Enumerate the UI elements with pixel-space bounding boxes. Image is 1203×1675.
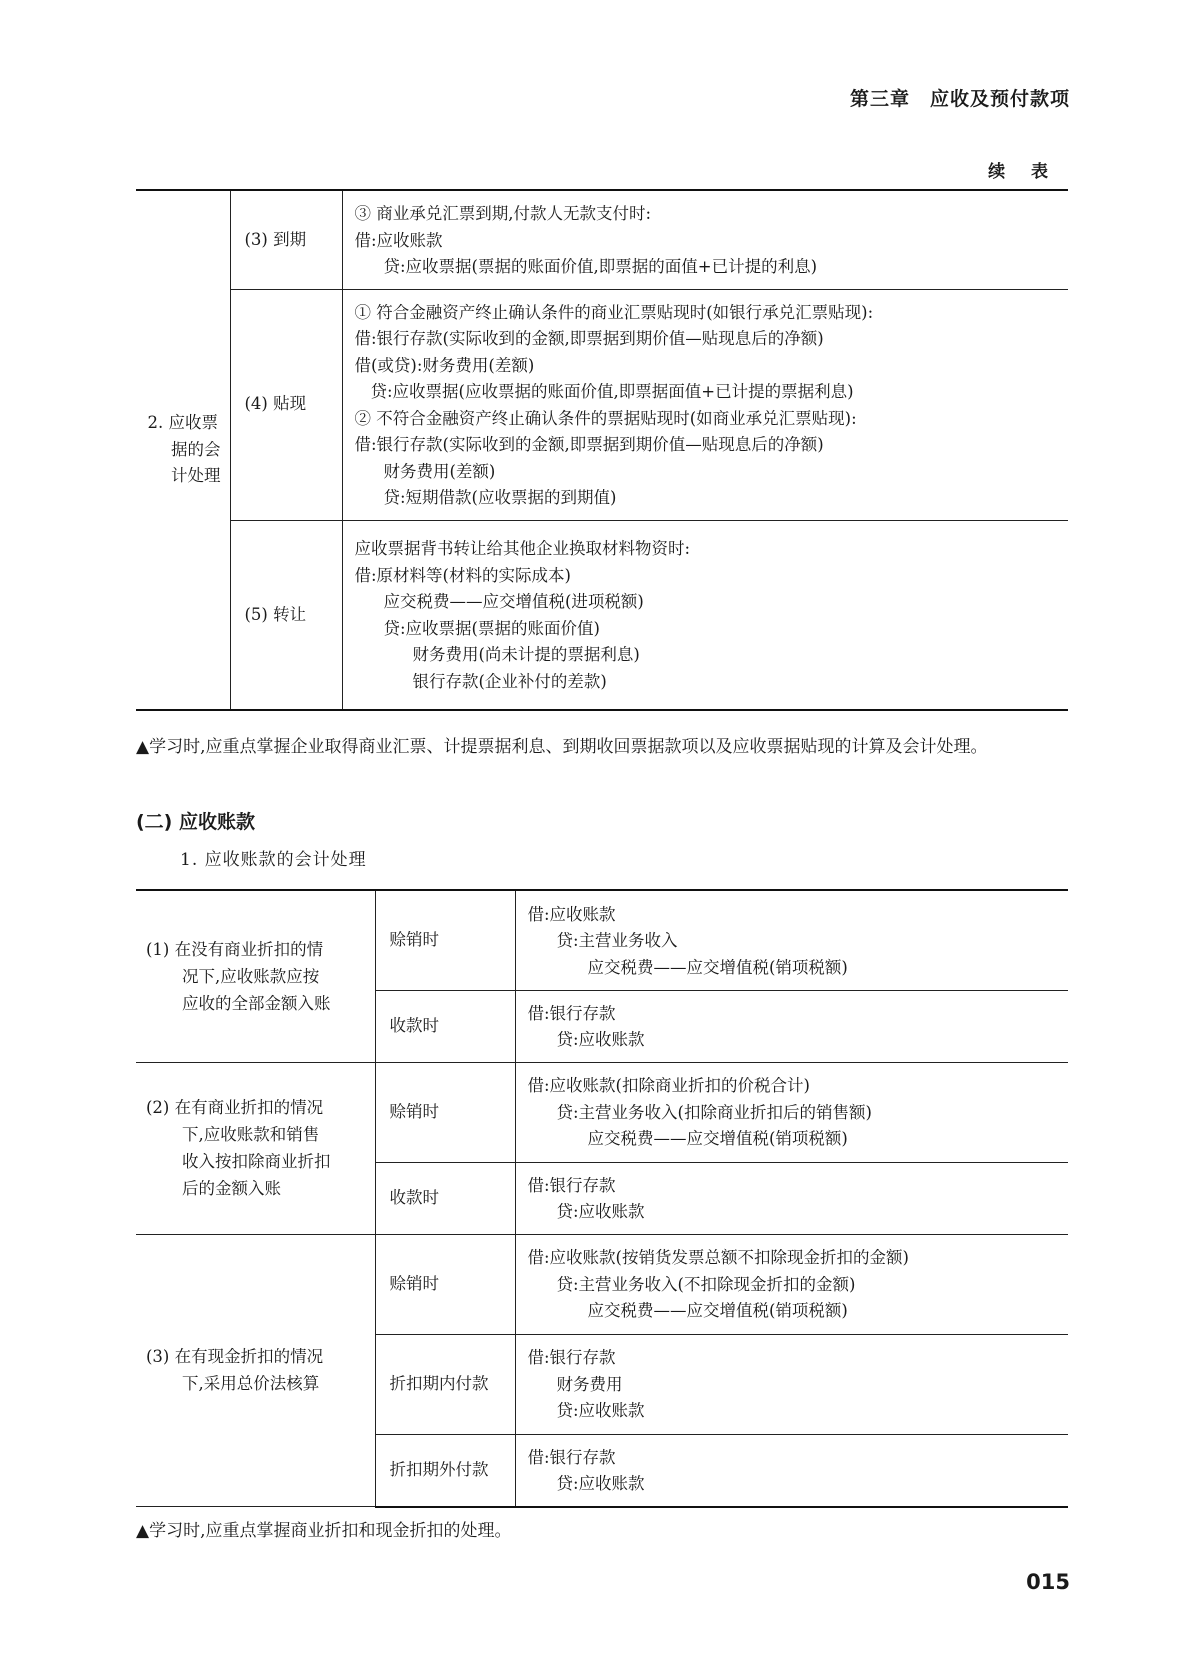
row-label-discount: (4) 贴现 — [230, 289, 342, 520]
row-label: 收款时 — [375, 990, 515, 1062]
entry-line: 借:银行存款 — [527, 1003, 616, 1023]
category-line: 后的金额入账 — [182, 1179, 281, 1198]
entry-line: 借:应收账款 — [527, 904, 616, 924]
section-title: (二) 应收账款 — [136, 811, 255, 833]
category-cell — [136, 1234, 375, 1507]
page-number: 015 — [1026, 1570, 1070, 1594]
entry-line: 银行存款(企业补付的差款) — [412, 671, 607, 691]
row-label: 赊销时 — [375, 1234, 515, 1334]
notes-receivable-table — [136, 189, 1068, 711]
row-label: 折扣期外付款 — [375, 1434, 515, 1507]
entry-line: 贷:应收账款 — [556, 1474, 645, 1493]
row-content — [515, 1162, 1068, 1234]
entry-line: 贷:应收账款 — [556, 1202, 645, 1221]
row-label-maturity: (3) 到期 — [230, 190, 342, 289]
entry-line: ② 不符合金融资产终止确认条件的票据贴现时(如商业承兑汇票贴现): — [354, 408, 857, 428]
entry-line: 贷:应收票据(票据的账面价值,即票据的面值+已计提的利息) — [383, 257, 818, 276]
entry-line: 应交税费——应交增值税(销项税额) — [587, 1129, 848, 1149]
study-note-1: ▲学习时,应重点掌握企业取得商业汇票、计提票据利息、到期收回票据款项以及应收票据贴现的计算及会计处理。 — [136, 737, 988, 757]
study-note-2: ▲学习时,应重点掌握商业折扣和现金折扣的处理。 — [136, 1521, 512, 1541]
row-label: 收款时 — [375, 1162, 515, 1234]
category-line: (2) 在有商业折扣的情况 — [146, 1098, 324, 1117]
category-cell — [136, 1062, 375, 1234]
row-label-transfer: (5) 转让 — [230, 520, 342, 710]
row-content — [515, 990, 1068, 1062]
entry-line: 应交税费——应交增值税(销项税额) — [587, 957, 848, 977]
entry-line: 应收票据背书转让给其他企业换取材料物资时: — [354, 539, 691, 559]
category-line: 计处理 — [171, 466, 221, 486]
entry-line: 贷:短期借款(应收票据的到期值) — [383, 488, 617, 507]
entry-line: 借:应收账款 — [354, 230, 443, 250]
row-content — [515, 1062, 1068, 1162]
row-label: 赊销时 — [375, 890, 515, 990]
accounts-receivable-table — [136, 889, 1068, 1508]
chapter-header: 第三章 应收及预付款项 — [849, 88, 1070, 110]
entry-line: 借(或贷):财务费用(差额) — [354, 355, 535, 375]
category-line: 下,应收账款和销售 — [182, 1125, 320, 1144]
entry-line: ① 符合金融资产终止确认条件的商业汇票贴现时(如银行承兑汇票贴现): — [354, 302, 874, 322]
entry-line: 借:原材料等(材料的实际成本) — [354, 565, 571, 585]
row-content — [515, 890, 1068, 990]
entry-line: 财务费用(差额) — [383, 461, 496, 481]
row-content — [515, 1434, 1068, 1507]
category-line: (3) 在有现金折扣的情况 — [146, 1347, 324, 1367]
row-content-maturity — [342, 190, 1068, 289]
entry-line: 借:应收账款(按销货发票总额不扣除现金折扣的金额) — [527, 1248, 909, 1268]
row-content-discount — [342, 289, 1068, 520]
entry-line: 借:银行存款 — [527, 1175, 616, 1195]
row-content — [515, 1234, 1068, 1334]
category-line: 据的会 — [171, 439, 221, 459]
subsection-title: 1. 应收账款的会计处理 — [180, 850, 367, 870]
row-content — [515, 1334, 1068, 1434]
entry-line: 贷:应收账款 — [556, 1401, 645, 1421]
entry-line: 借:银行存款(实际收到的金额,即票据到期价值—贴现息后的净额) — [354, 329, 824, 348]
category-line: (1) 在没有商业折扣的情 — [146, 939, 324, 959]
category-line: 应收的全部金额入账 — [182, 993, 331, 1013]
entry-line: 贷:应收票据(应收票据的账面价值,即票据面值+已计提的票据利息) — [370, 382, 854, 401]
entry-line: 贷:主营业务收入 — [556, 931, 678, 950]
entry-line: 借:银行存款 — [527, 1447, 616, 1467]
category-cell — [136, 890, 375, 1062]
entry-line: ③ 商业承兑汇票到期,付款人无款支付时: — [354, 204, 652, 223]
entry-line: 借:应收账款(扣除商业折扣的价税合计) — [527, 1076, 810, 1096]
entry-line: 贷:主营业务收入(不扣除现金折扣的金额) — [556, 1274, 856, 1294]
entry-line: 应交税费——应交增值税(销项税额) — [587, 1301, 848, 1321]
row-label: 赊销时 — [375, 1062, 515, 1162]
entry-line: 财务费用(尚未计提的票据利息) — [412, 645, 640, 665]
entry-line: 应交税费——应交增值税(进项税额) — [383, 592, 644, 612]
entry-line: 贷:应收票据(票据的账面价值) — [383, 618, 600, 638]
entry-line: 贷:应收账款 — [556, 1030, 645, 1049]
row-content-transfer — [342, 520, 1068, 710]
category-line: 下,采用总价法核算 — [182, 1374, 320, 1394]
entry-line: 借:银行存款(实际收到的金额,即票据到期价值—贴现息后的净额) — [354, 435, 824, 454]
entry-line: 借:银行存款 — [527, 1348, 616, 1368]
category-line: 2. 应收票 — [147, 413, 218, 433]
category-line: 收入按扣除商业折扣 — [182, 1152, 331, 1171]
category-cell — [136, 190, 230, 710]
entry-line: 财务费用 — [556, 1374, 623, 1394]
category-line: 况下,应收账款应按 — [182, 966, 320, 986]
entry-line: 贷:主营业务收入(扣除商业折扣后的销售额) — [556, 1102, 872, 1122]
table-continued-label: 续 表 — [988, 162, 1058, 182]
row-label: 折扣期内付款 — [375, 1334, 515, 1434]
